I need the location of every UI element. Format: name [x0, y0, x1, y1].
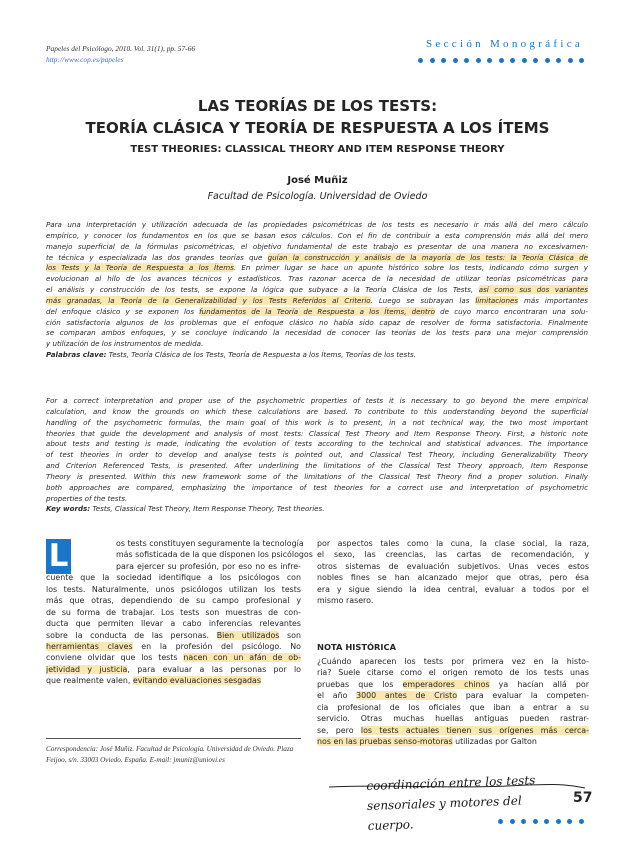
page-number: 57 [573, 790, 593, 806]
text-segment: ria? Suele citarse como el origen remoto de los tests unas [317, 668, 589, 678]
text-segment: nobles fines se han alcanzado mejor que otras, pero ésa [317, 573, 589, 583]
text-segment: mismo rasero. [317, 596, 374, 606]
decorative-dot [453, 58, 458, 63]
decorative-dot [556, 819, 561, 824]
decorative-dot [441, 58, 446, 63]
text-segment: de su forma de trabajar. Los tests son muestras de con- [46, 607, 301, 617]
handwritten-note-line-3: cuerpo. [367, 817, 414, 833]
text-segment: para ejercer su profesión, por eso no es infre- [116, 561, 301, 571]
decorative-dot [533, 58, 538, 63]
highlighted-text: jetividad y justicia [46, 664, 128, 674]
text-line [317, 561, 589, 572]
highlighted-text: herramientas claves [46, 641, 133, 651]
keywords-english [46, 504, 588, 515]
text-line [317, 538, 589, 549]
text-line [46, 595, 301, 606]
drop-cap: L [46, 539, 71, 574]
journal-citation [46, 43, 195, 65]
text-segment: properties of the tests. [46, 493, 128, 503]
decorative-dot [510, 819, 515, 824]
text-segment: For a correct interpretation and proper use of the psychometric properties of tests it is necessary to go beyond the mere empirical [46, 396, 588, 405]
text-line [46, 296, 588, 307]
author-name: José Muñiz [287, 175, 348, 186]
text-line [317, 667, 589, 678]
text-line [317, 656, 589, 667]
text-segment: el año [317, 691, 357, 701]
decorative-dot [464, 58, 469, 63]
text-line [46, 549, 313, 560]
text-line [46, 630, 301, 641]
text-line [46, 274, 588, 285]
highlighted-text: los Tests y la Teoría de Respuesta a los Ítems [46, 263, 234, 273]
text-segment: about tests and testing is made, indicating the evolution of tests according to the technical and statistical advances. The importance [46, 439, 588, 449]
handwritten-note-line-2: sensoriales y motores del [366, 793, 522, 813]
text-line [46, 307, 588, 318]
text-segment: conviene olvidar que los tests [46, 653, 184, 663]
body-column-right [317, 538, 589, 607]
highlighted-text: más granadas, la Teoría de la Generalizabilidad y los Tests Referidos al Criterio [46, 295, 371, 305]
footnote-divider [46, 738, 301, 739]
keywords-values: Tests, Teoría Clásica de los Tests, Teoría de Respuesta a los Ítems, Teorías de los tests. [106, 350, 416, 360]
abstract-english [46, 396, 588, 515]
english-title: TEST THEORIES: CLASSICAL THEORY AND ITEM RESPONSE THEORY [130, 144, 505, 155]
text-line [317, 713, 589, 724]
decorative-dot [430, 58, 435, 63]
text-line [317, 690, 589, 701]
text-line [46, 572, 301, 583]
text-line [46, 439, 588, 450]
text-line [46, 584, 301, 595]
text-segment: más importantes [518, 295, 588, 305]
text-segment: te técnica y especializada las dos grandes teorías que [46, 252, 268, 262]
page-title-line-2: TEORÍA CLÁSICA Y TEORÍA DE RESPUESTA A LOS ÍTEMS [85, 119, 550, 137]
footer-dots-decoration [498, 819, 584, 824]
text-segment: handling of the psychometric formulas, the main goal of this work is to present, in a not technical way, the two most important [46, 417, 588, 427]
text-line [46, 253, 588, 264]
text-segment: Theory is presented. Within this new framework some of the limitations of the Classical Test Theory find a proper solution. Finally [46, 471, 588, 481]
decorative-dot [510, 58, 515, 63]
decorative-dot [418, 58, 423, 63]
highlighted-text: limitaciones [475, 295, 519, 305]
text-segment: ya hacían allá por [489, 679, 589, 689]
highlighted-text: nos en las pruebas senso-motoras [317, 737, 453, 747]
text-line [46, 328, 588, 339]
text-segment: of test theories in order to develop and analyse tests is pointed out, and Classical Test Theory, including Generalizability Theory [46, 450, 588, 460]
text-segment: . Luego se subrayan las [370, 295, 476, 305]
text-line [46, 472, 588, 483]
section-heading-nota-historica: NOTA HISTÓRICA [317, 642, 397, 652]
text-segment: . En primer lugar se hace un apunte histórico sobre los tests, indicando cómo surgen y [233, 263, 588, 273]
text-line [46, 641, 301, 652]
text-segment: theories that guide the development and analysis of most tests: Classical Test Theory and Item Response Theory. First, a historic note [46, 428, 588, 438]
decorative-dot [579, 819, 584, 824]
text-segment: son [279, 630, 301, 640]
text-line [317, 572, 589, 583]
text-line [46, 339, 588, 350]
journal-reference: Papeles del Psicólogo, 2010. Vol. 31(1), pp. 57-66 [46, 44, 196, 53]
keywords-label: Palabras clave: [46, 350, 107, 360]
text-segment: era y sigue siendo la idea central, evaluar a todos por el [317, 584, 589, 594]
keywords-values: Tests, Classical Test Theory, Item Response Theory, Test theories. [90, 504, 325, 514]
keywords-spanish [46, 350, 588, 361]
text-segment: Para una interpretación y utilización adecuada de las propiedades psicométricas de los tests es necesario ir más allá del mero cálculo [46, 220, 588, 229]
correspondence-footnote: Correspondencia: José Muñiz. Facultad de Psicología. Universidad de Oviedo. Plaza Feijoo, s/n. 33003 Oviedo. España. E-mail: jmuniz@uniovi.es [46, 745, 294, 764]
author-affiliation: Facultad de Psicología. Universidad de Oviedo [207, 191, 428, 202]
text-segment: calculation, and know the grounds on which these calculations are based. To contribute to this understanding beyond the superficial [46, 406, 588, 416]
text-line [46, 664, 301, 675]
text-segment: el sexo, las creencias, las cartas de recomendación, y [317, 550, 589, 560]
text-segment: sobre la conducta de las personas. [46, 630, 217, 640]
text-segment: se, pero [317, 725, 361, 735]
body-column-left [46, 538, 313, 687]
text-line [46, 242, 588, 253]
highlighted-text: evitando evaluaciones sesgadas [132, 676, 261, 686]
highlighted-text: guían la construcción y análisis de la mayoría de los tests: la Teoría Clásica de [267, 252, 589, 262]
text-line [317, 679, 589, 690]
text-line [46, 318, 588, 329]
text-line [46, 396, 588, 407]
text-line [46, 538, 304, 549]
text-line [46, 607, 301, 618]
text-line [46, 407, 588, 418]
text-line [46, 652, 301, 663]
text-segment: el análisis y construcción de los tests, se expone la lógica que subyace a la Teoría Clásica de los Tests, [46, 285, 479, 295]
highlighted-text: los tests actuales tienen sus orígenes más cerca- [360, 725, 589, 735]
page-title-line-1: LAS TEORÍAS DE LOS TESTS: [197, 97, 438, 115]
text-line [46, 494, 588, 505]
text-line [317, 584, 589, 595]
text-segment: pruebas que los [317, 679, 403, 689]
journal-url-link[interactable]: http://www.cop.es/papeles [46, 55, 124, 64]
text-segment: para evaluar la competen- [457, 691, 589, 701]
text-line [46, 450, 588, 461]
abstract-spanish [46, 220, 588, 361]
decorative-dot [567, 819, 572, 824]
nota-historica-body [317, 656, 589, 748]
text-line [46, 461, 588, 472]
text-segment: manejo superficial de la fórmulas psicométricas, el objetivo fundamental de este trabajo es presentar de una manera no excesivamen- [46, 241, 588, 251]
text-line [46, 561, 301, 572]
decorative-dot [544, 819, 549, 824]
text-segment: más que otras, dependiendo de su campo profesional y [46, 596, 301, 606]
text-segment: , para evaluar a las personas por lo [127, 664, 301, 674]
highlighted-text: Bien utilizados [216, 630, 280, 640]
text-segment: del enfoque clásico y se exponen los [46, 306, 200, 316]
text-line [46, 220, 588, 231]
text-segment: más sofisticada de la que disponen los psicólogos [116, 550, 313, 560]
decorative-dot [499, 58, 504, 63]
highlighted-text: así como sus dos variantes [478, 285, 588, 295]
decorative-dot [522, 58, 527, 63]
text-segment: utilizadas por Galton [452, 737, 537, 747]
text-segment: los tests. Naturalmente, unos psicólogos utilizan los tests [46, 584, 301, 594]
section-label: Sección Monográfica [426, 38, 584, 50]
decorative-dot [476, 58, 481, 63]
handwritten-note [366, 770, 537, 836]
text-segment: cia profesional de los oficiales que iban a entrar a su [317, 702, 589, 712]
text-segment: ducta que permiten llevar a cabo inferencias relevantes [46, 619, 301, 629]
text-segment: os tests constituyen seguramente la tecnología [116, 539, 304, 548]
text-segment: evolucionan al hilo de los avances técnicos y estadísticos. Tras razonar acerca de la necesidad de utilizar teorías psicométricas para [46, 274, 588, 284]
decorative-dot [487, 58, 492, 63]
text-segment: cuente que la sociedad identifique a los psicólogos con [46, 573, 301, 583]
highlighted-text: nacen con un afán de ob- [183, 653, 301, 663]
decorative-dot [521, 819, 526, 824]
text-segment: en la profesión del psicólogo. No [132, 641, 302, 651]
text-segment: de cuyo marco encontraran una solu- [435, 306, 588, 316]
highlighted-text: emperadores chinos [402, 679, 490, 689]
abstract-spanish-body [46, 220, 588, 350]
text-segment: que realmente valen, [46, 676, 133, 686]
text-line [46, 231, 588, 242]
text-line [317, 595, 589, 606]
keywords-label: Key words: [46, 504, 91, 514]
text-segment: servicio. Otras muchas huellas antiguas pueden rastrar- [317, 714, 589, 724]
text-segment: otros sistemas de evaluación subjetivos. Unas veces estos [317, 561, 589, 571]
text-line [46, 429, 588, 440]
text-line [46, 675, 301, 686]
decorative-dot [533, 819, 538, 824]
text-line [317, 549, 589, 560]
text-segment: y utilización de los instrumentos de medida. [46, 339, 204, 349]
text-line [46, 285, 588, 296]
decorative-dot [498, 819, 503, 824]
text-line [317, 725, 589, 736]
abstract-english-body [46, 396, 588, 504]
text-segment: por aspectos tales como la cuna, la clase social, la raza, [317, 539, 589, 548]
text-segment: se comparan ambos enfoques, y se concluye indicando la necesidad de conocer las teorías de los tests para una mejor comprensión [46, 328, 588, 338]
handwritten-note-line-1: coordinación entre los tests [366, 773, 536, 793]
text-line [46, 263, 588, 274]
decorative-dot [568, 58, 573, 63]
decorative-dot [556, 58, 561, 63]
text-segment: ción satisfactoria algunos de los problemas que el enfoque clásico no había sido capaz de resolver de forma satisfactoria. Finalmente [46, 317, 588, 327]
text-segment: ¿Cuándo aparecen los tests por primera vez en la histo- [317, 657, 589, 666]
highlighted-text: fundamentos de la Teoría de Respuesta a los Ítems, dentro [199, 306, 436, 316]
text-line [46, 483, 588, 494]
decorative-dot [545, 58, 550, 63]
text-segment: empírico, y conocer los fundamentos en los que se basan esos cálculos. Con el fin de contribuir a esta comprensión más allá del mero [46, 230, 588, 240]
text-line [46, 418, 588, 429]
section-dots-decoration [418, 58, 584, 63]
text-line [46, 618, 301, 629]
decorative-dot [579, 58, 584, 63]
text-line [317, 702, 589, 713]
text-segment: and Criterion Referenced Tests, is presented. After underlining the limitations of the Classical Test Theory approach, Item Response [46, 461, 588, 471]
text-segment: both approaches are compared, emphasizing the importance of test theories for a correct use and interpretation of psychometric [46, 482, 588, 492]
text-line [317, 736, 589, 747]
highlighted-text: 3000 antes de Cristo [356, 691, 458, 701]
